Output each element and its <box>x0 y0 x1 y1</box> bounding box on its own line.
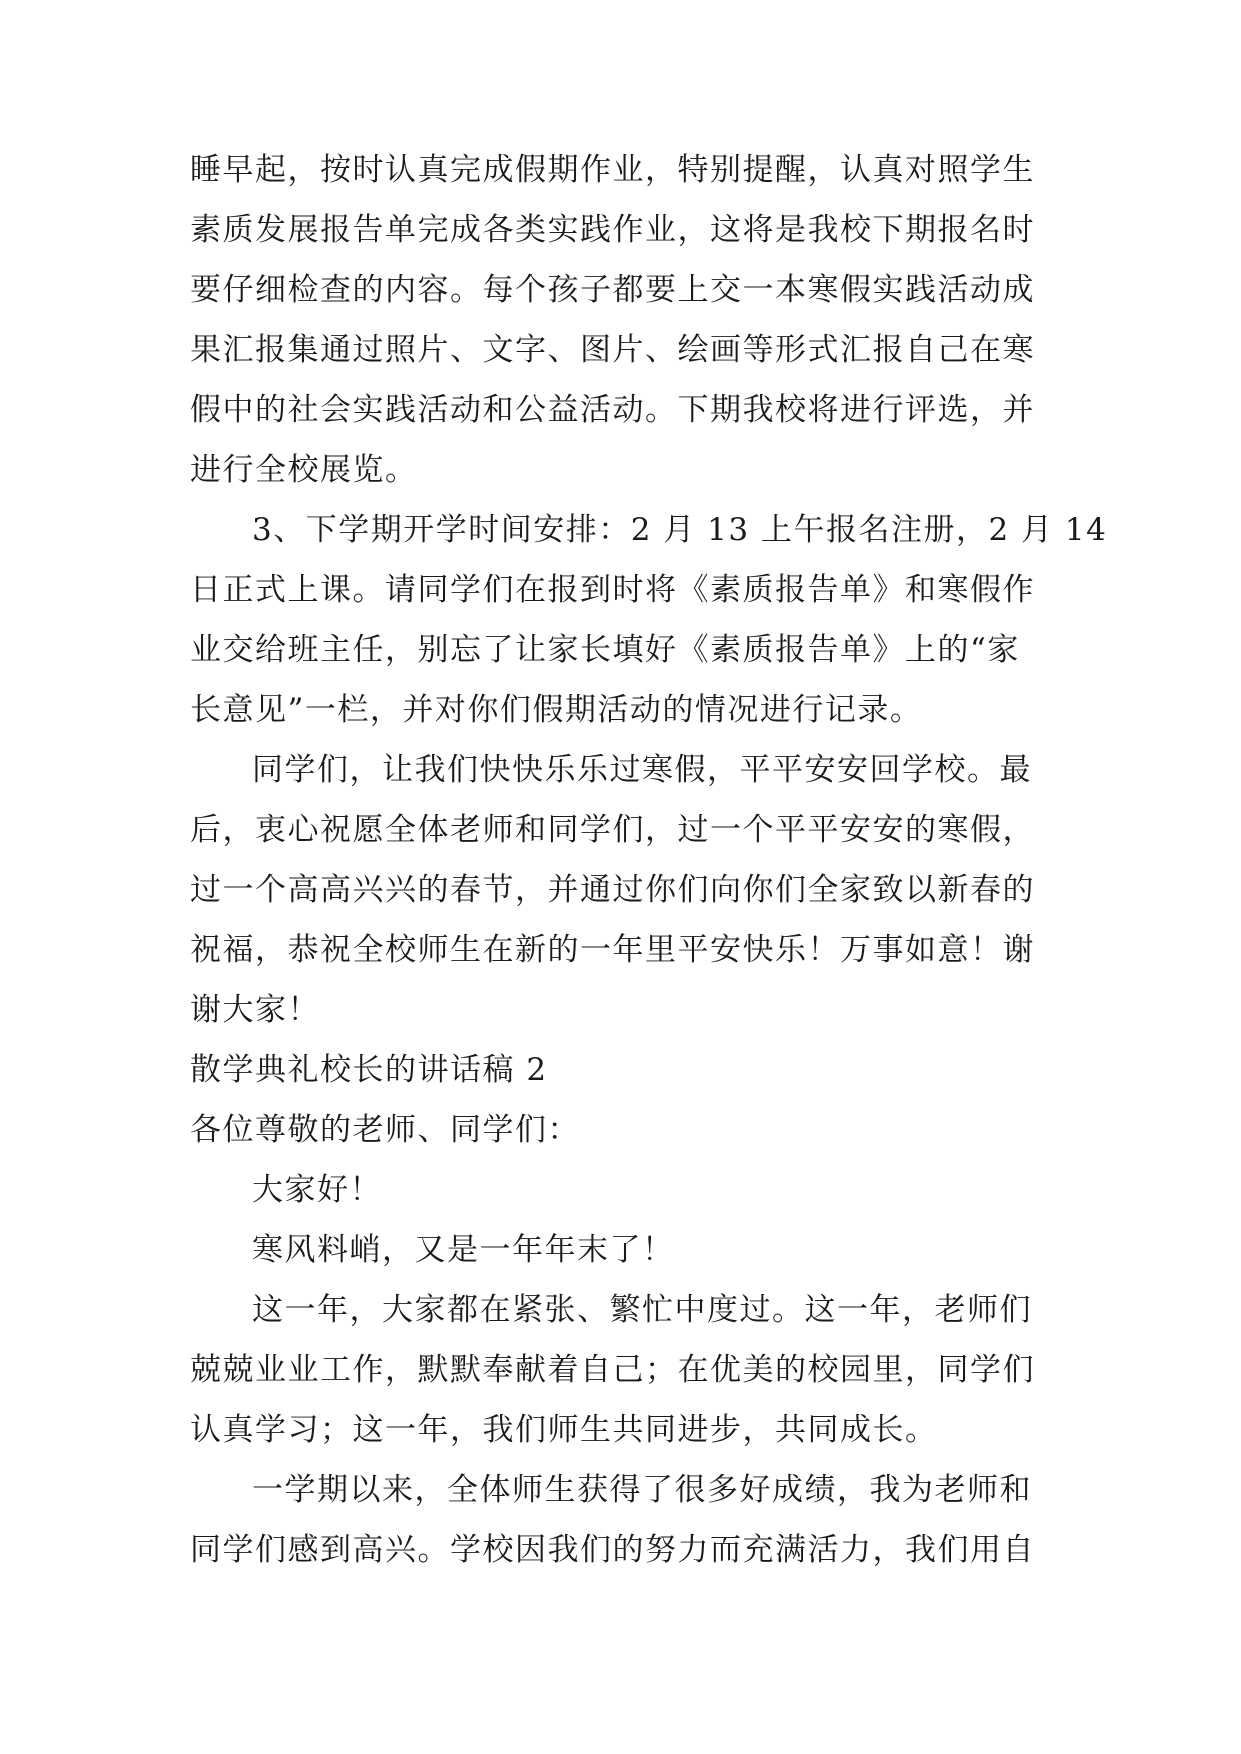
greeting: 大家好！ <box>252 1172 382 1208</box>
paragraph-line: 谢大家！ <box>190 992 320 1028</box>
paragraph-line: 素质发展报告单完成各类实践作业，这将是我校下期报名时 <box>190 212 1035 248</box>
paragraph-line: 业交给班主任，别忘了让家长填好《素质报告单》上的“家 <box>190 632 1020 668</box>
salutation: 各位尊敬的老师、同学们： <box>190 1112 580 1148</box>
paragraph-line: 寒风料峭，又是一年年末了！ <box>252 1232 675 1268</box>
paragraph-line: 进行全校展览。 <box>190 452 418 488</box>
paragraph-line: 祝福，恭祝全校师生在新的一年里平安快乐！万事如意！谢 <box>190 932 1035 968</box>
paragraph-line: 3、下学期开学时间安排：2 月 13 上午报名注册，2 月 14 <box>252 512 1108 548</box>
paragraph-line: 要仔细检查的内容。每个孩子都要上交一本寒假实践活动成 <box>190 272 1035 308</box>
paragraph-line: 兢兢业业工作，默默奉献着自己；在优美的校园里，同学们 <box>190 1352 1035 1388</box>
paragraph-line: 认真学习；这一年，我们师生共同进步，共同成长。 <box>190 1412 938 1448</box>
paragraph-line: 睡早起，按时认真完成假期作业，特别提醒，认真对照学生 <box>190 152 1035 188</box>
paragraph-line: 果汇报集通过照片、文字、图片、绘画等形式汇报自己在寒 <box>190 332 1035 368</box>
paragraph-line: 过一个高高兴兴的春节，并通过你们向你们全家致以新春的 <box>190 872 1035 908</box>
paragraph-line: 同学们感到高兴。学校因我们的努力而充满活力，我们用自 <box>190 1532 1035 1568</box>
paragraph-line: 一学期以来，全体师生获得了很多好成绩，我为老师和 <box>252 1472 1032 1508</box>
section-heading: 散学典礼校长的讲话稿 2 <box>190 1052 548 1088</box>
paragraph-line: 同学们，让我们快快乐乐过寒假，平平安安回学校。最 <box>252 752 1032 788</box>
paragraph-line: 日正式上课。请同学们在报到时将《素质报告单》和寒假作 <box>190 572 1035 608</box>
paragraph-line: 假中的社会实践活动和公益活动。下期我校将进行评选，并 <box>190 392 1035 428</box>
paragraph-line: 这一年，大家都在紧张、繁忙中度过。这一年，老师们 <box>252 1292 1032 1328</box>
paragraph-line: 后，衷心祝愿全体老师和同学们，过一个平平安安的寒假， <box>190 812 1035 848</box>
paragraph-line: 长意见”一栏，并对你们假期活动的情况进行记录。 <box>190 692 923 728</box>
